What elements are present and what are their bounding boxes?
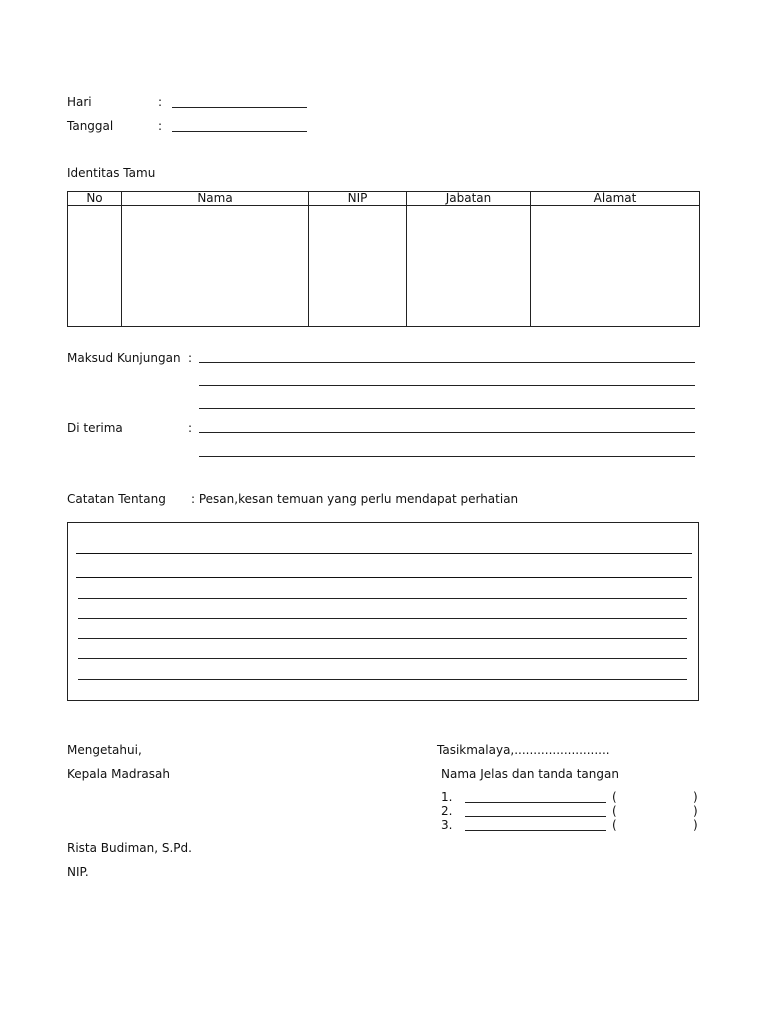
diterima-colon: : [188, 421, 193, 435]
maksud-line-2[interactable] [199, 385, 695, 386]
diterima-label: Di terima [67, 421, 123, 435]
notes-box [67, 522, 699, 701]
hari-blank-line[interactable] [172, 107, 307, 108]
maksud-line-3[interactable] [199, 408, 695, 409]
notes-line-7[interactable] [78, 679, 687, 680]
catatan-subject: : Pesan,kesan temuan yang perlu mendapat perhatian [191, 492, 519, 506]
maksud-line-1[interactable] [199, 362, 695, 363]
nip-label: NIP. [67, 865, 89, 879]
head-name: Rista Budiman, S.Pd. [67, 841, 192, 855]
place-date: Tasikmalaya,......................... [437, 743, 610, 757]
notes-line-6[interactable] [78, 658, 687, 659]
signer-number-2: 2. [441, 804, 453, 818]
paren-open-1: ( [612, 790, 617, 804]
table-row [68, 206, 700, 327]
diterima-line-1[interactable] [199, 432, 695, 433]
notes-line-5[interactable] [78, 638, 687, 639]
notes-line-2[interactable] [76, 577, 692, 578]
column-header-no: No [68, 192, 122, 206]
notes-line-4[interactable] [78, 618, 687, 619]
notes-line-3[interactable] [78, 598, 687, 599]
guest-identity-table [67, 191, 700, 327]
diterima-line-2[interactable] [199, 456, 695, 457]
cell-nama[interactable] [122, 206, 309, 327]
column-header-nip: NIP [309, 192, 407, 206]
maksud-colon: : [188, 351, 193, 365]
cell-jabatan[interactable] [407, 206, 531, 327]
paren-close-2: ) [693, 804, 698, 818]
identitas-tamu-heading: Identitas Tamu [67, 166, 156, 180]
nama-jelas-label: Nama Jelas dan tanda tangan [441, 767, 619, 781]
kepala-madrasah-label: Kepala Madrasah [67, 767, 170, 781]
tanggal-blank-line[interactable] [172, 131, 307, 132]
paren-open-3: ( [612, 818, 617, 832]
column-header-alamat: Alamat [531, 192, 700, 206]
tanggal-label: Tanggal [67, 119, 114, 133]
notes-line-1[interactable] [76, 553, 692, 554]
signer-line-2[interactable] [465, 816, 606, 817]
hari-colon: : [158, 95, 163, 109]
paren-close-1: ) [693, 790, 698, 804]
paren-open-2: ( [612, 804, 617, 818]
cell-no[interactable] [68, 206, 122, 327]
signer-line-3[interactable] [465, 830, 606, 831]
cell-alamat[interactable] [531, 206, 700, 327]
tanggal-colon: : [158, 119, 163, 133]
catatan-tentang-label: Catatan Tentang [67, 492, 166, 506]
table-header-row [68, 192, 700, 206]
cell-nip[interactable] [309, 206, 407, 327]
mengetahui-label: Mengetahui, [67, 743, 142, 757]
signer-number-1: 1. [441, 790, 453, 804]
signer-number-3: 3. [441, 818, 453, 832]
hari-label: Hari [67, 95, 92, 109]
maksud-kunjungan-label: Maksud Kunjungan [67, 351, 181, 365]
column-header-nama: Nama [122, 192, 309, 206]
signer-line-1[interactable] [465, 802, 606, 803]
column-header-jabatan: Jabatan [407, 192, 531, 206]
paren-close-3: ) [693, 818, 698, 832]
